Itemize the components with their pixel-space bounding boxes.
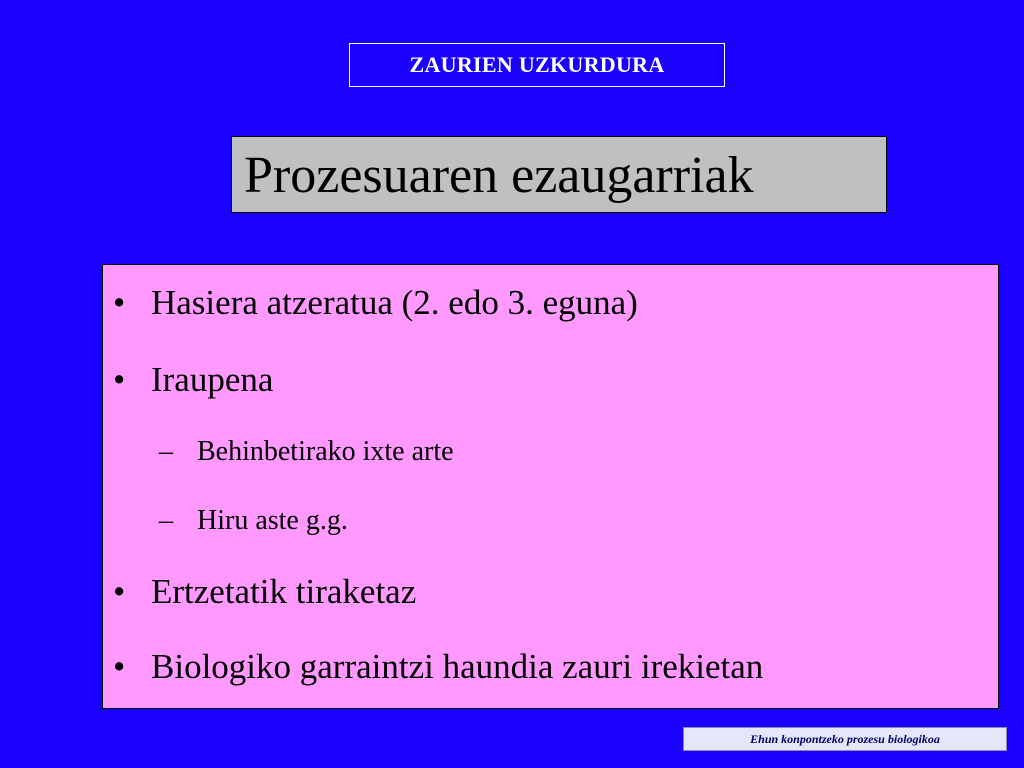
title-text: Prozesuaren ezaugarriak — [244, 147, 754, 204]
slide-title — [231, 136, 887, 213]
sub-bullet-item — [159, 505, 348, 537]
bullet-icon: • — [113, 647, 126, 686]
bullet-text: Hasiera atzeratua (2. edo 3. eguna) — [151, 283, 638, 322]
bullet-list-panel — [102, 264, 999, 709]
bullet-icon: • — [113, 572, 126, 611]
footer-label — [683, 727, 1007, 751]
bullet-text: Biologiko garraintzi haundia zauri irekietan — [151, 647, 764, 686]
sub-bullet-text: Hiru aste g.g. — [197, 505, 348, 536]
footer-text: Ehun konpontzeko prozesu biologikoa — [750, 731, 940, 746]
sub-bullet-item — [159, 436, 454, 468]
bullet-text: Iraupena — [151, 360, 274, 399]
bullet-icon: • — [113, 283, 126, 322]
slide-header-label — [349, 43, 725, 87]
sub-bullet-text: Behinbetirako ixte arte — [197, 436, 454, 467]
bullet-item — [113, 572, 416, 612]
bullet-text: Ertzetatik tiraketaz — [151, 572, 417, 611]
dash-icon: – — [159, 505, 173, 536]
header-text: ZAURIEN UZKURDURA — [409, 52, 665, 77]
bullet-item — [113, 360, 273, 400]
bullet-item — [113, 647, 763, 687]
bullet-item — [113, 283, 638, 323]
bullet-icon: • — [113, 360, 126, 399]
dash-icon: – — [159, 436, 173, 467]
